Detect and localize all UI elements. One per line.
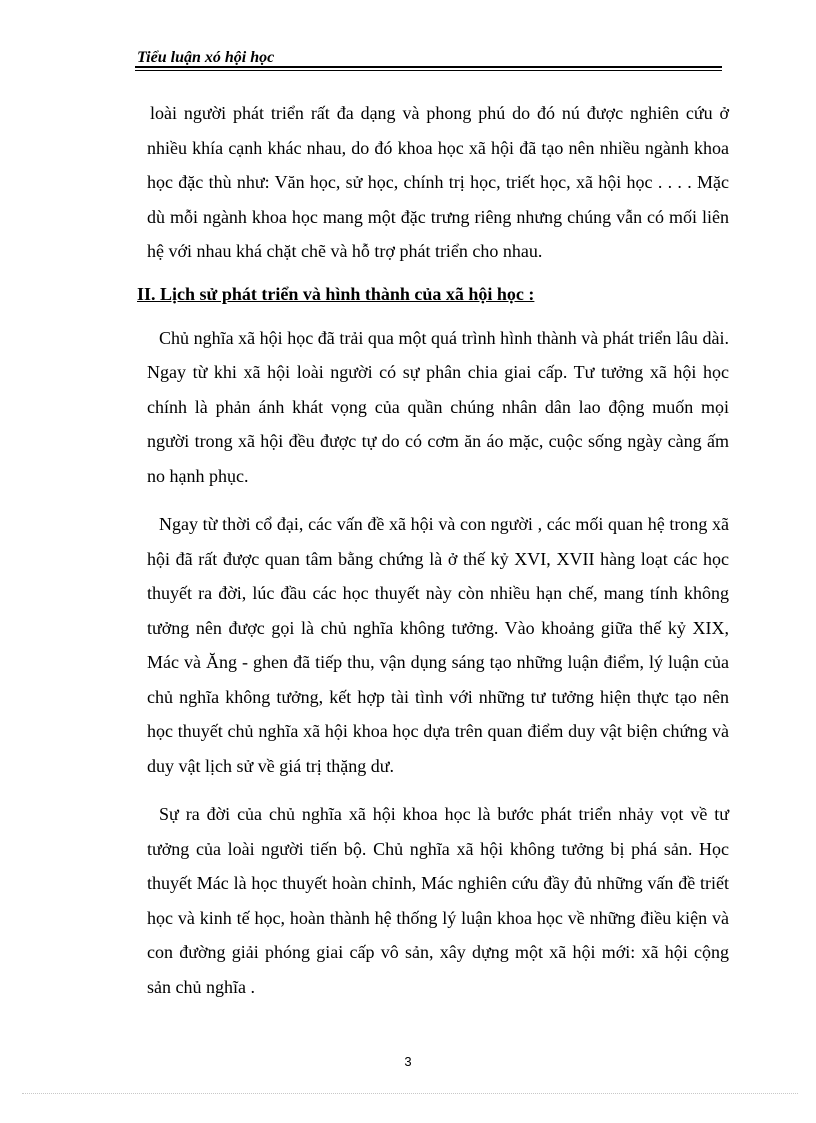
- paragraph-history: Ngay từ thời cổ đại, các vấn đề xã hội và con người , các mối quan hệ trong xã hội đã rất được quan tâm bằng chứng là ở thế kỷ XVI, XVII hàng loạt các học thuyết ra đời, lúc đầu các học thuyết này còn nhiều hạn chế, mang tính không tưởng nên được gọi là chủ nghĩa không tưởng. Vào khoảng giữa thế kỷ XIX, Mác và Ăng - ghen đã tiếp thu, vận dụng sáng tạo những luận điểm, lý luận của chủ nghĩa không tưởng, kết hợp tài tình với những tư tưởng hiện thực tạo nên học thuyết chủ nghĩa xã hội khoa học dựa trên quan điểm duy vật biện chứng và duy vật lịch sử về giá trị thặng dư.: [147, 514, 729, 776]
- header-rule-thin: [135, 70, 722, 71]
- page-number: 3: [404, 1054, 412, 1069]
- paragraph-continued: loài người phát triển rất đa dạng và phong phú do đó nú được nghiên cứu ở nhiều khía cạnh khác nhau, do đó khoa học xã hội đã tạo nên nhiều ngành khoa học đặc thù như: Văn học, sử học, chính trị học, triết học, xã hội học . . . . Mặc dù mỗi ngành khoa học mang một đặc trưng riêng nhưng chúng vẫn có mối liên hệ với nhau khá chặt chẽ và hỗ trợ phát triển cho nhau.: [147, 103, 729, 261]
- running-header-title: Tiểu luận xó hội học: [137, 49, 275, 66]
- section-heading: II. Lịch sử phát triển và hình thành của xã hội học :: [137, 283, 535, 304]
- page-boundary-rule: [22, 1093, 798, 1094]
- paragraph-marxism: Sự ra đời của chủ nghĩa xã hội khoa học là bước phát triển nhảy vọt về tư tưởng của loài người tiến bộ. Chủ nghĩa xã hội không tưởng bị phá sản. Học thuyết Mác là học thuyết hoàn chỉnh, Mác nghiên cứu đầy đủ những vấn đề triết học và kinh tế học, hoàn thành hệ thống lý luận khoa học về những điều kiện và con đường giải phóng giai cấp vô sản, xây dựng một xã hội mới: xã hội cộng sản chủ nghĩa .: [147, 804, 729, 997]
- body-content: [137, 96, 729, 1004]
- paragraph-origins: Chủ nghĩa xã hội học đã trải qua một quá trình hình thành và phát triển lâu dài. Ngay từ khi xã hội loài người có sự phân chia giai cấp. Tư tưởng xã hội học chính là phản ánh khát vọng của quần chúng nhân dân lao động muốn mọi người trong xã hội đều được tự do có cơm ăn áo mặc, cuộc sống ngày càng ấm no hạnh phục.: [147, 327, 729, 486]
- header-rule-thick: [135, 66, 722, 68]
